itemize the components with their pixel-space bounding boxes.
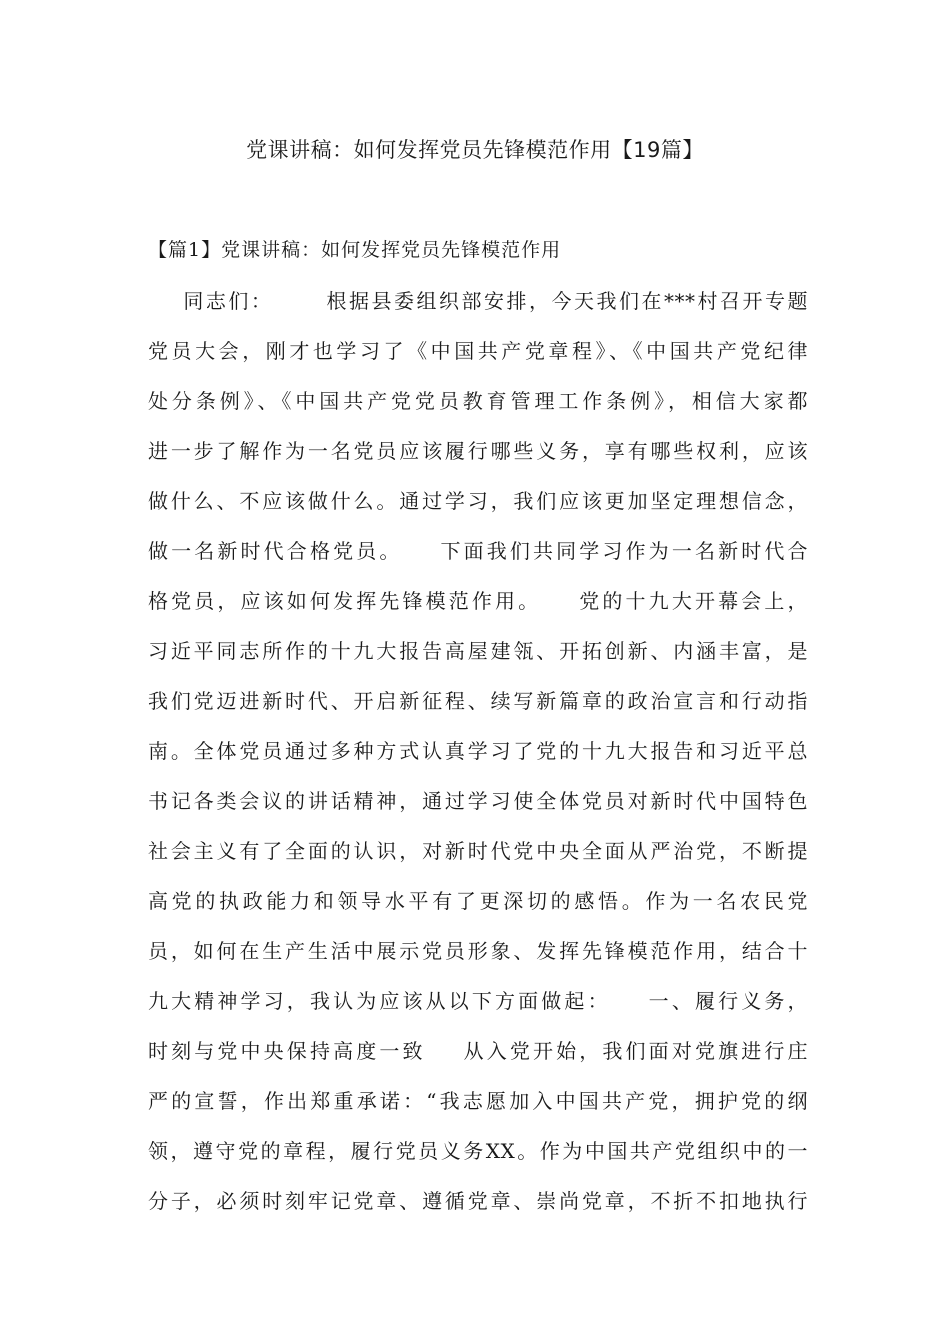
text-line: 领，遵守党的章程，履行党员义务XX。作为中国共产党组织中的一 [148, 1139, 808, 1163]
text-line: 九大精神学习，我认为应该从以下方面做起： 一、履行义务， [148, 989, 808, 1013]
text-line: 我们党迈进新时代、开启新征程、续写新篇章的政治宣言和行动指 [148, 689, 808, 713]
text-line: 处分条例》、《中国共产党党员教育管理工作条例》，相信大家都 [148, 389, 808, 413]
text-line: 做什么、不应该做什么。通过学习，我们应该更加坚定理想信念， [148, 489, 808, 513]
text-line: 做一名新时代合格党员。 下面我们共同学习作为一名新时代合 [148, 539, 808, 563]
text-line: 社会主义有了全面的认识，对新时代党中央全面从严治党，不断提 [148, 839, 808, 863]
section-heading: 【篇1】党课讲稿：如何发挥党员先锋模范作用 [148, 239, 562, 261]
text-line: 同志们： 根据县委组织部安排，今天我们在***村召开专题 [148, 289, 808, 313]
text-line: 党员大会，刚才也学习了《中国共产党章程》、《中国共产党纪律 [148, 339, 808, 363]
text-line: 书记各类会议的讲话精神，通过学习使全体党员对新时代中国特色 [148, 789, 808, 813]
text-line: 习近平同志所作的十九大报告高屋建瓴、开拓创新、内涵丰富，是 [148, 639, 808, 663]
text-line: 进一步了解作为一名党员应该履行哪些义务，享有哪些权利，应该 [148, 439, 808, 463]
document-title: 党课讲稿：如何发挥党员先锋模范作用【19篇】 [246, 138, 704, 162]
text-line: 分子，必须时刻牢记党章、遵循党章、崇尚党章，不折不扣地执行 [148, 1189, 808, 1213]
text-line: 格党员，应该如何发挥先锋模范作用。 党的十九大开幕会上， [148, 589, 808, 613]
text-line: 严的宣誓，作出郑重承诺：“我志愿加入中国共产党，拥护党的纲 [148, 1089, 808, 1113]
text-line: 高党的执政能力和领导水平有了更深切的感悟。作为一名农民党 [148, 889, 808, 913]
text-line: 时刻与党中央保持高度一致 从入党开始，我们面对党旗进行庄 [148, 1039, 808, 1063]
text-line: 员，如何在生产生活中展示党员形象、发挥先锋模范作用，结合十 [148, 939, 808, 963]
text-line: 南。全体党员通过多种方式认真学习了党的十九大报告和习近平总 [148, 739, 808, 763]
body-text [148, 283, 808, 1233]
